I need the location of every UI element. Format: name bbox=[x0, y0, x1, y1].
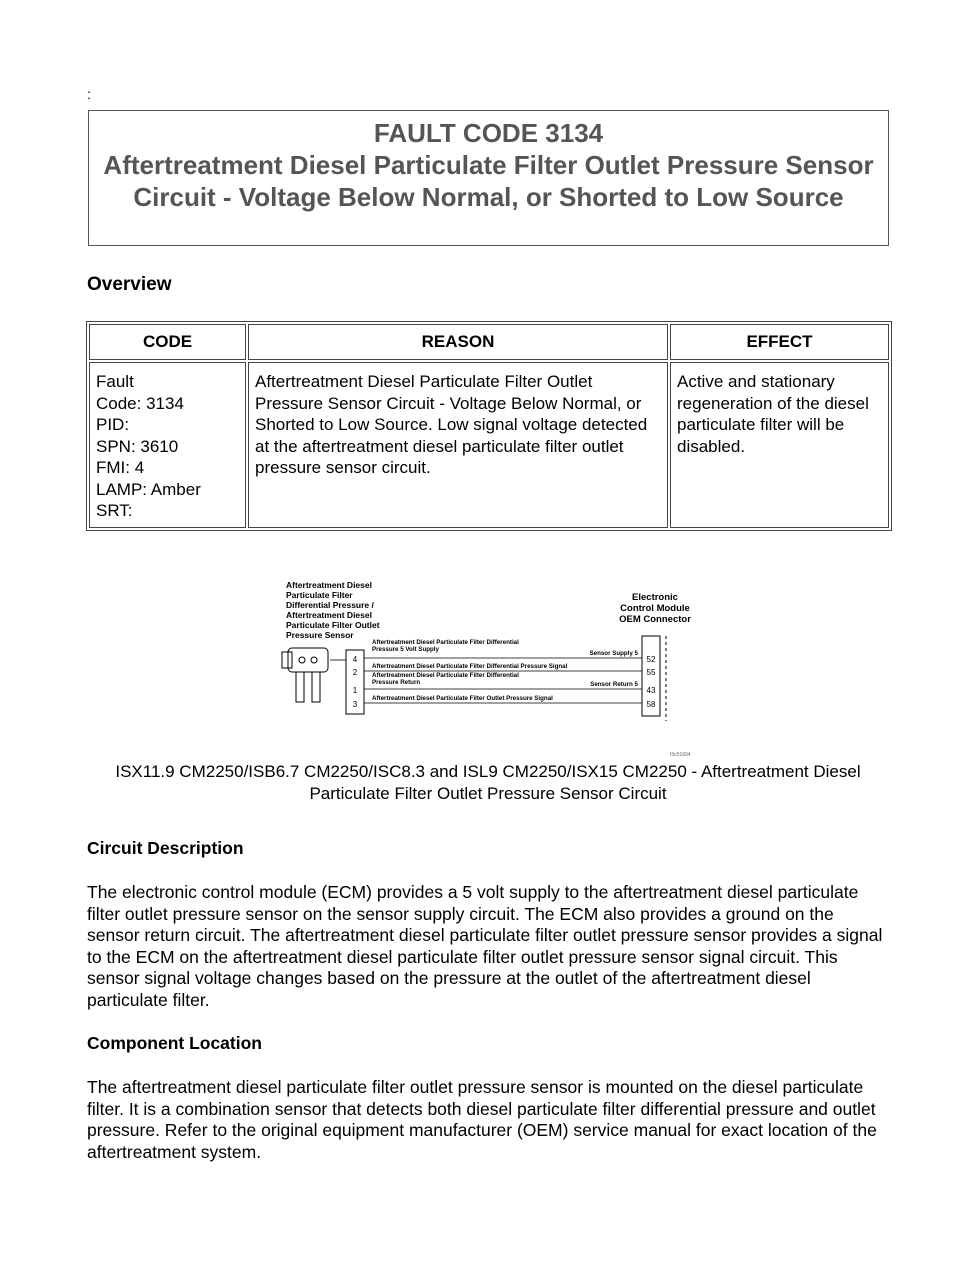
wire-right-label: Sensor Return 5 bbox=[590, 681, 638, 688]
header-code: CODE bbox=[89, 324, 246, 360]
ecm-pin-label: 52 bbox=[646, 655, 656, 664]
sensor-label-line: Particulate Filter bbox=[286, 590, 353, 600]
figure-id: f3c01604 bbox=[670, 752, 691, 758]
circuit-description-body: The electronic control module (ECM) provides a 5 volt supply to the aftertreatment diesel particulate filter outlet pressure sensor on the sensor supply circuit. The ECM also provides a ground on the sensor return circuit. The aftertreatment diesel particulate filter outlet pressure sensor provides a signal to the ECM on the aftertreatment diesel particulate filter outlet pressure sensor signal circuit. This sensor signal voltage changes based on the pressure at the outlet of the aftertreatment diesel particulate filter. bbox=[87, 882, 883, 1010]
sensor-body bbox=[282, 648, 328, 702]
overview-heading: Overview bbox=[87, 274, 172, 295]
sensor-label-line: Pressure Sensor bbox=[286, 630, 354, 640]
fault-description-title: Aftertreatment Diesel Particulate Filter Outlet Pressure Sensor Circuit - Voltage Below Normal, or Shorted to Low Source bbox=[103, 150, 874, 212]
component-location-body: The aftertreatment diesel particulate filter outlet pressure sensor is mounted on the diesel particulate filter. It is a combination sensor that detects both diesel particulate filter differential pressure and outlet pressure. Refer to the original equipment manufacturer (OEM) service manual for exact location of the aftertreatment system. bbox=[87, 1077, 877, 1162]
sensor-label-line: Aftertreatment Diesel bbox=[286, 610, 372, 620]
sensor-label-line: Particulate Filter Outlet bbox=[286, 620, 380, 630]
diagram-caption: ISX11.9 CM2250/ISB6.7 CM2250/ISC8.3 and ISL9 CM2250/ISX15 CM2250 - Aftertreatment Diesel Particulate Filter Outlet Pressure Sensor Circuit bbox=[115, 762, 861, 803]
code-cell: Fault Code: 3134 PID: SPN: 3610 FMI: 4 LAMP: Amber SRT: bbox=[89, 362, 246, 528]
circuit-diagram bbox=[280, 576, 720, 761]
effect-cell: Active and stationary regeneration of the diesel particulate filter will be disabled. bbox=[670, 362, 889, 528]
ecm-label-line: OEM Connector bbox=[619, 614, 691, 625]
ecm-label-line: Control Module bbox=[620, 603, 690, 614]
sensor-pin-label: 1 bbox=[352, 686, 358, 695]
component-location-heading: Component Location bbox=[87, 1033, 262, 1053]
ecm-label-line: Electronic bbox=[632, 592, 678, 603]
sensor-pin-label: 4 bbox=[352, 655, 358, 664]
wire-label: Aftertreatment Diesel Particulate Filter Differential Pressure 5 Volt Supply bbox=[372, 639, 519, 653]
ecm-pin-label: 58 bbox=[646, 700, 656, 709]
sensor-label-line: Differential Pressure / bbox=[286, 600, 374, 610]
table-header-row bbox=[89, 324, 889, 360]
fault-title-box bbox=[88, 110, 889, 246]
header-reason: REASON bbox=[248, 324, 668, 360]
wire-label: Aftertreatment Diesel Particulate Filter Differential Pressure Signal bbox=[372, 663, 568, 670]
wire-label: Aftertreatment Diesel Particulate Filter Differential Pressure Return bbox=[372, 672, 519, 686]
sensor-pin-label: 2 bbox=[352, 668, 358, 677]
sensor-pin-label: 3 bbox=[352, 700, 358, 709]
sensor-label-line: Aftertreatment Diesel bbox=[286, 580, 372, 590]
header-effect: EFFECT bbox=[670, 324, 889, 360]
ecm-pin-label: 55 bbox=[646, 668, 656, 677]
fault-code-table bbox=[86, 321, 892, 531]
table-row bbox=[89, 362, 889, 528]
leading-colon: : bbox=[87, 86, 91, 102]
circuit-description-heading: Circuit Description bbox=[87, 838, 244, 858]
reason-cell: Aftertreatment Diesel Particulate Filter Outlet Pressure Sensor Circuit - Voltage Below Normal, or Shorted to Low Source. Low signal voltage detected at the aftertreatment diesel particulate filter outlet pressure sensor circuit. bbox=[248, 362, 668, 528]
ecm-pin-label: 43 bbox=[646, 686, 656, 695]
wire-label: Aftertreatment Diesel Particulate Filter Outlet Pressure Signal bbox=[372, 695, 553, 702]
fault-code-title: FAULT CODE 3134 bbox=[373, 118, 604, 148]
wire-right-label: Sensor Supply 5 bbox=[589, 650, 638, 657]
